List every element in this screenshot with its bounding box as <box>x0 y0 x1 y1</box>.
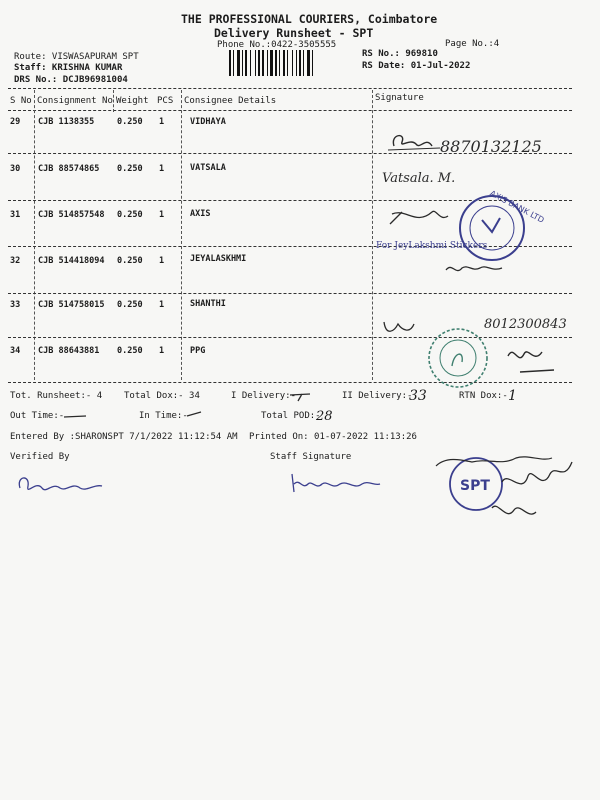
barcode-bar <box>245 50 247 76</box>
barcode-bar <box>250 50 251 76</box>
signature-row-30 <box>380 164 500 190</box>
ii-delivery-value: 33 <box>409 388 427 404</box>
barcode-bar <box>229 50 231 76</box>
row-consignment: CJB 1138355 <box>38 117 95 127</box>
rs-number: RS No.: 969810 <box>362 49 438 59</box>
total-pod-label: Total POD:- <box>261 411 321 421</box>
row-consignment: CJB 88643881 <box>38 346 100 356</box>
barcode-bar <box>287 50 288 76</box>
verified-by-signature <box>14 470 114 500</box>
row-pcs: 1 <box>159 210 165 220</box>
barcode-bar <box>307 50 310 76</box>
out-time-label: Out Time:- <box>10 411 65 421</box>
signature-row-29 <box>380 128 560 160</box>
signature-name-text: Vatsala. M. <box>382 171 456 186</box>
total-dox: Total Dox:- 34 <box>124 391 200 401</box>
barcode-bar <box>242 50 243 76</box>
barcode <box>228 50 336 76</box>
barcode-bar <box>283 50 285 76</box>
barcode-bar <box>270 50 273 76</box>
barcode-bar <box>296 50 297 76</box>
row-consignee: PPG <box>190 346 206 356</box>
row-consignee: JEYALASKHMI <box>190 254 247 264</box>
row-weight: 0.250 <box>117 300 143 310</box>
barcode-bar <box>275 50 277 76</box>
drs-number: DRS No.: DCJB96981004 <box>14 75 128 85</box>
barcode-bar <box>255 50 256 76</box>
row-sno: 30 <box>10 164 21 174</box>
rtn-dox-label: RTN Dox:- <box>459 391 508 401</box>
row-sno: 34 <box>10 346 21 356</box>
row-consignment: CJB 514758015 <box>38 300 105 310</box>
barcode-bar <box>258 50 260 76</box>
printed-on: Printed On: 01-07-2022 11:13:26 <box>249 432 417 442</box>
staff-label: Staff: KRISHNA KUMAR <box>14 63 123 73</box>
axis-stamp-text: AXIS BANK LTD <box>488 188 546 225</box>
phone-number: Phone No.:0422-3505555 <box>217 40 337 50</box>
page-number: Page No.:4 <box>445 39 500 49</box>
i-delivery-dash-mark <box>288 390 314 402</box>
row-weight: 0.250 <box>117 346 143 356</box>
row-sno: 32 <box>10 256 21 266</box>
row-sno: 29 <box>10 117 21 127</box>
signature-row-34 <box>424 326 574 390</box>
row-sno: 31 <box>10 210 21 220</box>
green-round-stamp <box>429 329 487 387</box>
barcode-bar <box>279 50 280 76</box>
signature-phone-text: 8012300843 <box>484 317 567 332</box>
rs-date: RS Date: 01-Jul-2022 <box>362 61 471 71</box>
barcode-bar <box>267 50 268 76</box>
col-consignment: Consignment No <box>37 96 113 106</box>
barcode-bar <box>233 50 234 76</box>
row-pcs: 1 <box>159 164 165 174</box>
runsheet-title: Delivery Runsheet - SPT <box>214 26 374 40</box>
in-time-dash-mark <box>185 410 205 418</box>
row-weight: 0.250 <box>117 164 143 174</box>
out-time-dash-mark <box>62 412 90 420</box>
signature-phone-text: 8870132125 <box>440 137 542 156</box>
row-pcs: 1 <box>159 346 165 356</box>
header-rule-top <box>8 88 572 89</box>
col-pcs: PCS <box>157 96 174 106</box>
barcode-bar <box>299 50 301 76</box>
row-weight: 0.250 <box>117 117 143 127</box>
jeylakshmi-stamp-text: For JeyLakshmi Stickers <box>376 241 488 251</box>
staff-signature-label: Staff Signature <box>270 452 352 462</box>
company-name: THE PROFESSIONAL COURIERS, Coimbatore <box>181 12 438 26</box>
spt-stamp-text: SPT <box>460 478 490 494</box>
spt-stamp-signature <box>432 452 582 532</box>
row-weight: 0.250 <box>117 210 143 220</box>
row-consignment: CJB 88574865 <box>38 164 100 174</box>
row-consignee: VIDHAYA <box>190 117 226 127</box>
col-weight: Weight <box>116 96 149 106</box>
col-divider <box>113 90 114 112</box>
row-consignee: VATSALA <box>190 163 226 173</box>
row-pcs: 1 <box>159 256 165 266</box>
header-rule-bottom <box>8 110 572 111</box>
barcode-bar <box>262 50 264 76</box>
barcode-bar <box>303 50 304 76</box>
staff-signature-mark <box>288 470 388 500</box>
rtn-dox-value: 1 <box>508 388 517 404</box>
in-time-label: In Time:- <box>139 411 188 421</box>
row-consignee: AXIS <box>190 209 211 219</box>
row-pcs: 1 <box>159 300 165 310</box>
ii-delivery-label: II Delivery:- <box>342 391 413 401</box>
col-sno: S No <box>10 96 32 106</box>
verified-by-label: Verified By <box>10 452 70 462</box>
row-rule <box>8 293 572 294</box>
row-sno: 33 <box>10 300 21 310</box>
row-consignment: CJB 514857548 <box>38 210 105 220</box>
route-label: Route: VISWASAPURAM SPT <box>14 52 139 62</box>
total-pod-value: 28 <box>316 409 333 424</box>
barcode-bar <box>237 50 240 76</box>
total-runsheet: Tot. Runsheet:- 4 <box>10 391 103 401</box>
i-delivery-label: I Delivery:- <box>231 391 297 401</box>
barcode-bar <box>312 50 313 76</box>
col-signature: Signature <box>375 93 424 103</box>
signature-row-31 <box>376 188 546 288</box>
entered-by: Entered By :SHARONSPT 7/1/2022 11:12:54 AM <box>10 432 238 442</box>
row-consignment: CJB 514418094 <box>38 256 105 266</box>
row-weight: 0.250 <box>117 256 143 266</box>
row-consignee: SHANTHI <box>190 299 226 309</box>
barcode-bar <box>292 50 293 76</box>
row-pcs: 1 <box>159 117 165 127</box>
col-consignee: Consignee Details <box>184 96 277 106</box>
